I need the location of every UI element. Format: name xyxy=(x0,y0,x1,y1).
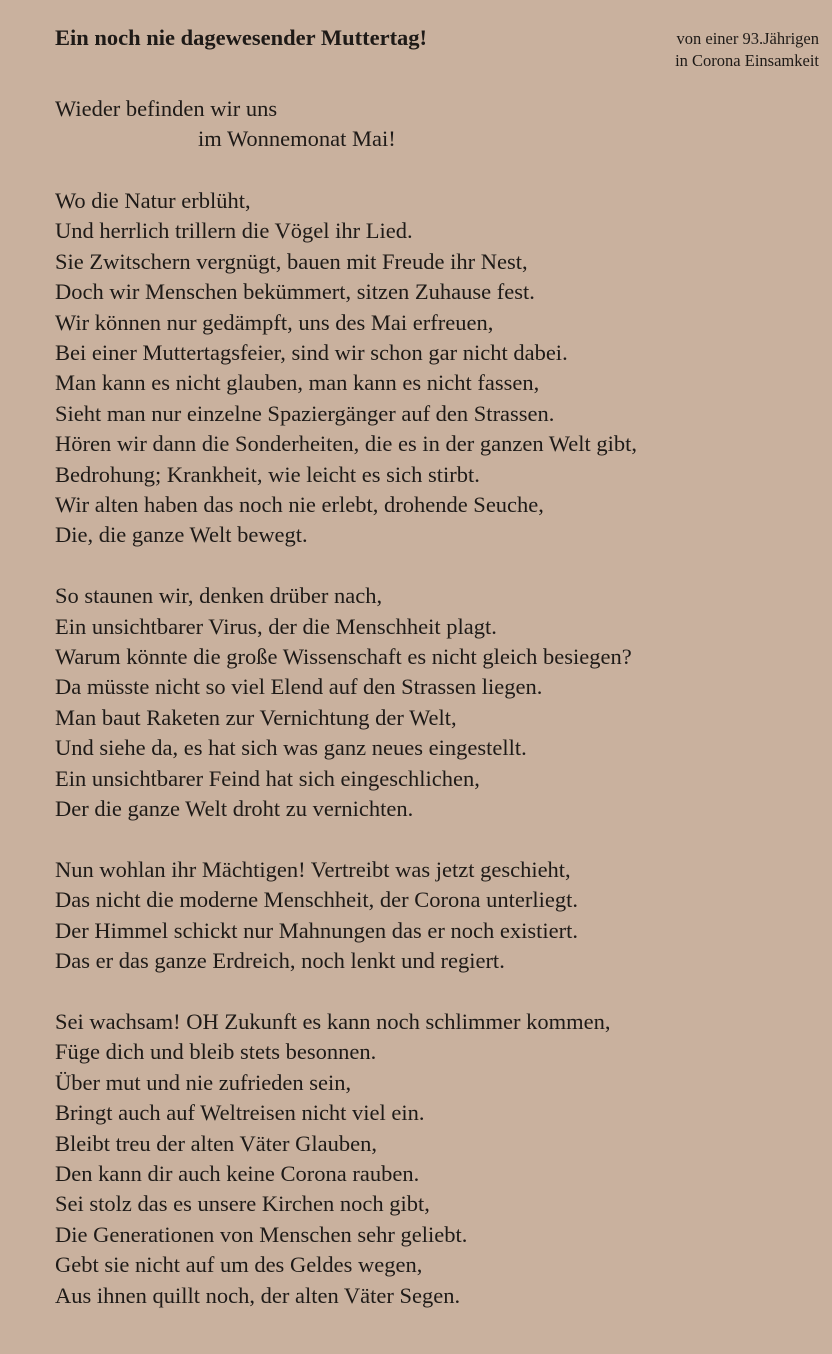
poem-line: Die Generationen von Menschen sehr geliebt. xyxy=(55,1221,468,1247)
poem-line: Aus ihnen quillt noch, der alten Väter Segen. xyxy=(55,1282,461,1308)
poem-line: Ein unsichtbarer Virus, der die Menschheit plagt. xyxy=(55,613,497,639)
poem-line: Füge dich und bleib stets besonnen. xyxy=(55,1039,377,1065)
poem-line: Ein unsichtbarer Feind hat sich eingeschlichen, xyxy=(55,765,480,791)
poem-line: Wir können nur gedämpft, uns des Mai erfreuen, xyxy=(55,309,494,335)
poem-line: Der Himmel schickt nur Mahnungen das er noch existiert. xyxy=(55,917,578,943)
poem-line: Wir alten haben das noch nie erlebt, drohende Seuche, xyxy=(55,492,544,518)
intro-line: Wieder befinden wir uns xyxy=(55,96,278,121)
poem-body xyxy=(55,186,637,1311)
poem-line: Bringt auch auf Weltreisen nicht viel ein. xyxy=(55,1100,425,1126)
poem-line: Nun wohlan ihr Mächtigen! Vertreibt was jetzt geschieht, xyxy=(55,856,571,882)
stanza-3 xyxy=(55,855,637,977)
poem-line: Warum könnte die große Wissenschaft es nicht gleich besiegen? xyxy=(55,644,632,670)
poem-line: Der die ganze Welt droht zu vernichten. xyxy=(55,796,414,822)
poem-line: Da müsste nicht so viel Elend auf den Strassen liegen. xyxy=(55,674,543,700)
byline-author: von einer 93.Jährigen xyxy=(676,29,819,48)
byline-context: in Corona Einsamkeit xyxy=(675,51,819,70)
poem-line: Sei stolz das es unsere Kirchen noch gibt, xyxy=(55,1191,430,1217)
stanza-1 xyxy=(55,186,637,551)
poem-line: Die, die ganze Welt bewegt. xyxy=(55,522,308,548)
poem-title: Ein noch nie dagewesender Muttertag! xyxy=(55,25,428,50)
stanza-4 xyxy=(55,1007,637,1311)
poem-line: Man kann es nicht glauben, man kann es nicht fassen, xyxy=(55,370,540,396)
poem-line: Sei wachsam! OH Zukunft es kann noch schlimmer kommen, xyxy=(55,1008,611,1034)
poem-line: Man baut Raketen zur Vernichtung der Welt, xyxy=(55,704,457,730)
poem-line: Und herrlich trillern die Vögel ihr Lied. xyxy=(55,218,413,244)
poem-line: So staunen wir, denken drüber nach, xyxy=(55,583,383,609)
poem-line: Bei einer Muttertagsfeier, sind wir schon gar nicht dabei. xyxy=(55,340,568,366)
stanza-2 xyxy=(55,581,637,824)
poem-line: Sieht man nur einzelne Spaziergänger auf den Strassen. xyxy=(55,400,555,426)
poem-line: Den kann dir auch keine Corona rauben. xyxy=(55,1160,420,1186)
intro-stanza xyxy=(55,94,396,155)
poem-line: Über mut und nie zufrieden sein, xyxy=(55,1069,352,1095)
intro-line: im Wonnemonat Mai! xyxy=(198,126,396,152)
poem-line: Doch wir Menschen bekümmert, sitzen Zuhause fest. xyxy=(55,279,535,305)
poem-line: Hören wir dann die Sonderheiten, die es in der ganzen Welt gibt, xyxy=(55,431,637,457)
poem-line: Das er das ganze Erdreich, noch lenkt und regiert. xyxy=(55,948,505,974)
poem-line: Und siehe da, es hat sich was ganz neues eingestellt. xyxy=(55,735,527,761)
poem-line: Das nicht die moderne Menschheit, der Corona unterliegt. xyxy=(55,887,578,913)
poem-line: Sie Zwitschern vergnügt, bauen mit Freude ihr Nest, xyxy=(55,248,528,274)
byline xyxy=(675,28,819,72)
poem-line: Wo die Natur erblüht, xyxy=(55,188,251,213)
poem-line: Bleibt treu der alten Väter Glauben, xyxy=(55,1130,377,1156)
poem-line: Bedrohung; Krankheit, wie leicht es sich stirbt. xyxy=(55,461,480,487)
poem-line: Gebt sie nicht auf um des Geldes wegen, xyxy=(55,1252,423,1278)
